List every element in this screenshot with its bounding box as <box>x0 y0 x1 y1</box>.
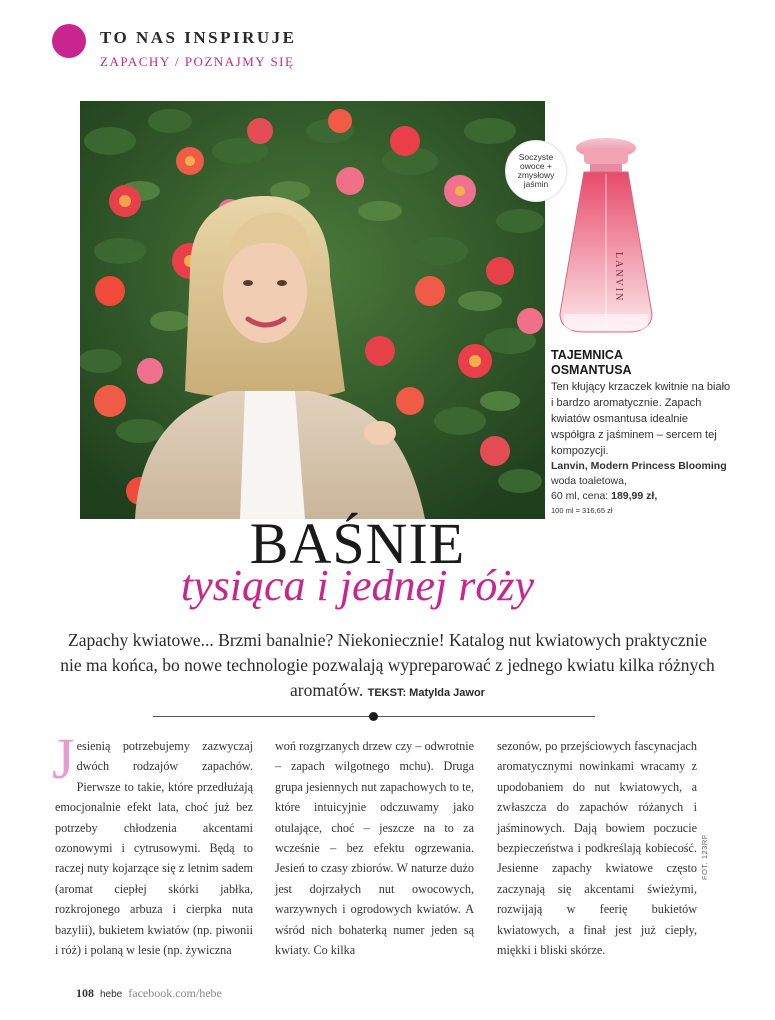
product-price: 189,99 zł <box>611 490 655 502</box>
section-marker-dot <box>52 24 86 58</box>
product-description: Ten kłujący krzaczek kwitnie na biało i bardzo aromatycznie. Zapach kwiatów osmantusa idealnie współgra z jaśminem – sercem tej kompozycji. <box>551 381 731 457</box>
product-title <box>551 348 731 378</box>
hero-photo <box>80 101 545 519</box>
lead-text: Zapachy kwiatowe... Brzmi banalnie? Niekoniecznie! Katalog nut kwiatowych praktycznie nie ma końca, bo nowe technologie pozwalają wypreparować z jednego kwiatu kilka różnych aromatów. <box>60 630 715 700</box>
bottle-label: LANVIN <box>613 252 624 303</box>
product-name-rest: woda toaletowa, <box>551 475 627 487</box>
product-unit-price: 100 ml = 316,65 zł <box>551 506 613 515</box>
hero-photo-illustration <box>80 101 545 519</box>
scent-badge: Soczyste owoce + zmysłowy jaśmin <box>505 140 567 202</box>
product-price-line <box>551 489 731 504</box>
page-footer <box>76 986 222 1001</box>
headline-main: BAŚNIE <box>249 511 466 576</box>
body-column-2: woń rozgrzanych drzew czy – odwrotnie – zapach wilgotnego mchu). Druga grupa jesiennych nut zapachowych to te, które intuicyjnie odczuwamy jako otulające, choć – jeszcze na to za wcześnie – bez efektu ogrzewania. Jesień to czasy zbiorów. W naturze dużo jest dojrzałych nut owocowych, warzywnych i ogrodowych kwiatów. A wśród nich bohaterką numer jeden są kwiaty. Co kilka <box>275 739 474 958</box>
product-volume: 60 ml, cena: <box>551 490 612 502</box>
product-box <box>551 348 731 517</box>
footer-brand: hebe <box>100 989 123 1000</box>
photo-credit: FOT. 123RF <box>700 834 709 880</box>
product-title-line1: TAJEMNICA <box>551 348 623 362</box>
section-label: ZAPACHY / POZNAJMY SIĘ <box>100 54 295 69</box>
byline: TEKST: Matylda Jawor <box>367 687 485 699</box>
product-name <box>551 459 731 489</box>
lead-paragraph <box>60 628 715 706</box>
headline-sub: tysiąca i jednej róży <box>180 561 535 610</box>
body-column-1 <box>52 726 253 960</box>
product-name-bold: Lanvin, Modern Princess Blooming <box>551 460 727 472</box>
product-price-suffix: , <box>654 490 658 502</box>
footer-link[interactable]: facebook.com/hebe <box>128 986 222 1000</box>
body-column-1-text: esienią potrzebujemy zazwyczaj dwóch rodzajów zapachów. Pierwsze to takie, które przedłużają emocjonalnie efekt lata, choć już bez potrzeby chłodzenia akcentami ozonowymi i cytrusowymi. Będą to raczej nuty kojarzące się z letnim sadem (aromat ciepłej skórki jabłka, rozkrojonego arbuza i cierpka nuta bazylii), bukietem kwiatów (np. piwonii i róż) i polaną w lesie (np. żywiczna <box>55 739 253 958</box>
product-title-line2: OSMANTUSA <box>551 363 632 377</box>
drop-cap: J <box>52 726 75 791</box>
page-number: 108 <box>76 986 94 1000</box>
kicker-title: TO NAS INSPIRUJE <box>100 28 297 47</box>
divider-dot <box>369 712 378 721</box>
body-column-3: sezonów, po przejściowych fascynacjach aromatycznymi nowinkami wracamy z upodobaniem do nut kwiatowych, a zwłaszcza do zapachów różanych i jaśminowych. Dają bowiem poczucie bezpieczeństwa i podkreślają kobiecość. Jesienne zapachy kwiatowe często zaczynają się akcentami świeżymi, rozwijają w feerię bukietów kwiatowych, a finał jest już ciepły, miękki i bliski skórze. <box>497 739 697 958</box>
